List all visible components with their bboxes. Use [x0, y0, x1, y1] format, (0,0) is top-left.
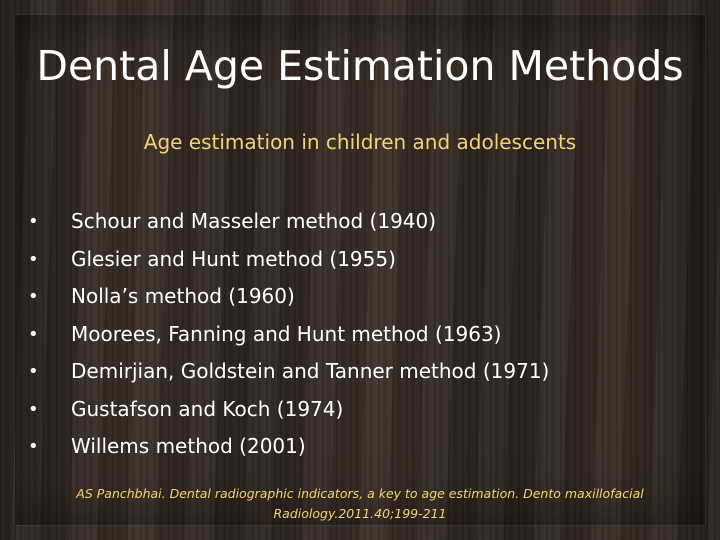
list-item [28, 278, 688, 316]
list-item [28, 241, 688, 279]
bullet-icon: • [28, 398, 39, 420]
list-item-text: Glesier and Hunt method (1955) [71, 246, 396, 271]
method-list [28, 203, 688, 466]
list-item [28, 203, 688, 241]
citation-line: Radiology.2011.40;199-211 [273, 506, 447, 521]
list-item-text: Nolla’s method (1960) [71, 284, 295, 308]
list-item [28, 316, 688, 354]
list-item-text: Demirjian, Goldstein and Tanner method (1971) [71, 359, 550, 383]
list-item [28, 391, 688, 429]
bullet-icon: • [28, 286, 39, 307]
slide-subtitle: Age estimation in children and adolescents [143, 130, 577, 154]
citation [40, 484, 680, 524]
list-item-text: Gustafson and Koch (1974) [71, 396, 344, 421]
bullet-icon: • [28, 211, 39, 232]
list-item [28, 353, 688, 391]
list-item-text: Schour and Masseler method (1940) [71, 209, 437, 233]
bullet-icon: • [28, 248, 39, 270]
slide-title: Dental Age Estimation Methods [36, 42, 684, 90]
list-item-text: Willems method (2001) [71, 434, 306, 458]
bullet-icon: • [28, 436, 39, 457]
list-item [28, 428, 688, 466]
bullet-icon: • [28, 323, 39, 345]
list-item-text: Moorees, Fanning and Hunt method (1963) [71, 321, 502, 346]
bullet-icon: • [28, 361, 39, 382]
citation-line: AS Panchbhai. Dental radiographic indicators, a key to age estimation. Dento maxillofacial [76, 486, 644, 501]
